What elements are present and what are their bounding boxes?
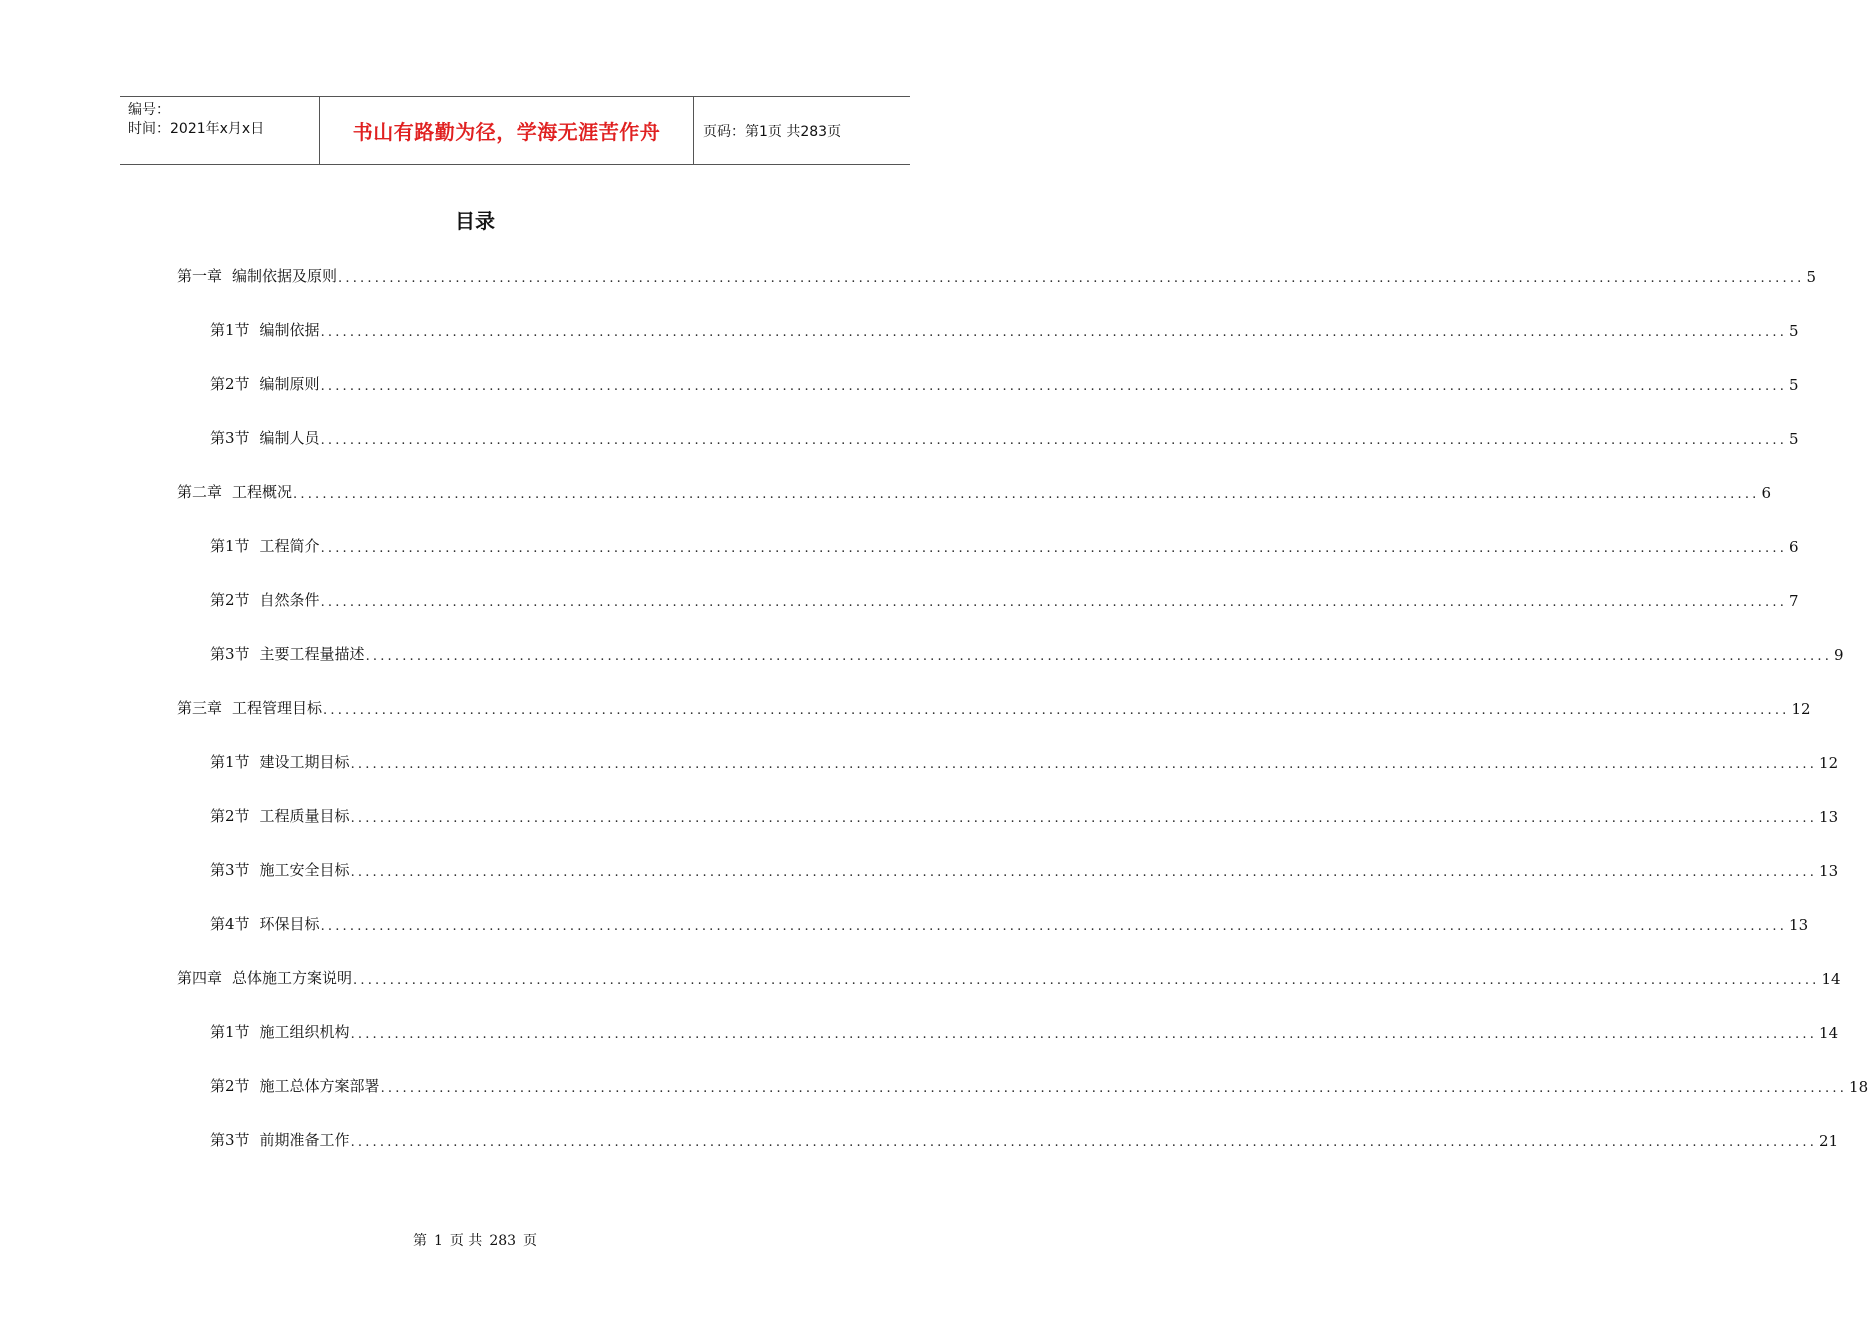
toc-entry-number: 第1节 [210, 1023, 250, 1041]
toc-leader-dots: ........................................................................................................................................................................................................ [320, 433, 1788, 448]
document-header [120, 96, 910, 165]
toc-entry-page: 12 [1819, 754, 1839, 772]
toc-entry-text: 环保目标 [259, 915, 320, 933]
toc-entry-number: 第一章 [177, 267, 223, 285]
header-motto-cell [320, 97, 694, 164]
toc-entry[interactable] [210, 1020, 1839, 1042]
toc-entry-number: 第三章 [177, 699, 223, 717]
toc-entry[interactable] [210, 588, 1799, 610]
toc-entry-label [177, 697, 322, 718]
toc-entry[interactable] [210, 750, 1839, 772]
toc-entry-label [210, 319, 320, 340]
toc-entry[interactable] [210, 858, 1839, 880]
toc-entry-text: 总体施工方案说明 [232, 969, 353, 987]
toc-entry[interactable] [210, 372, 1799, 394]
toc-entry-page: 7 [1789, 592, 1799, 610]
toc-entry-text: 工程概况 [232, 483, 293, 501]
toc-entry-label [210, 643, 365, 664]
toc-entry[interactable] [210, 1128, 1839, 1150]
toc-entry-label [210, 1021, 350, 1042]
toc-entry-label [210, 373, 320, 394]
footer-suffix: 页 [523, 1233, 538, 1249]
toc-entry-label [210, 535, 320, 556]
toc-entry-page: 13 [1819, 808, 1839, 826]
toc-entry-text: 建设工期目标 [259, 753, 350, 771]
toc-entry[interactable] [210, 642, 1844, 664]
toc-entry[interactable] [177, 966, 1841, 988]
toc-entry-page: 18 [1849, 1078, 1868, 1096]
toc-entry-label [210, 1129, 350, 1150]
toc-entry-number: 第4节 [210, 915, 250, 933]
toc-leader-dots: ........................................................................................................................................................................................................ [353, 973, 1820, 988]
toc-leader-dots: ........................................................................................................................................................................................................ [350, 811, 1818, 826]
footer-mid: 页 共 [449, 1233, 483, 1249]
toc-entry-text: 编制依据及原则 [232, 267, 338, 285]
toc-entry-text: 工程简介 [259, 537, 320, 555]
toc-entry-text: 工程质量目标 [259, 807, 350, 825]
toc-entry-label [210, 859, 350, 880]
toc-entry-number: 第3节 [210, 1131, 250, 1149]
toc-entry-label [210, 751, 350, 772]
toc-entry-number: 第2节 [210, 1077, 250, 1095]
toc-entry-page: 12 [1791, 700, 1811, 718]
toc-leader-dots: ........................................................................................................................................................................................................ [320, 595, 1788, 610]
toc-entry[interactable] [210, 1074, 1868, 1096]
toc-entry-page: 5 [1789, 376, 1799, 394]
toc-entry-number: 第3节 [210, 429, 250, 447]
header-motto: 书山有路勤为径，学海无涯苦作舟 [352, 120, 661, 144]
toc-entry-page: 9 [1834, 646, 1844, 664]
toc-entry-page: 5 [1789, 322, 1799, 340]
toc-entry-page: 13 [1819, 862, 1839, 880]
time-label: 时间：2021年x月x日 [128, 121, 265, 137]
toc-entry-label [177, 967, 352, 988]
serial-label: 编号： [128, 102, 170, 118]
toc-entry-number: 第1节 [210, 537, 250, 555]
toc-entry-label [177, 265, 337, 286]
toc-entry[interactable] [177, 264, 1817, 286]
toc-entry-page: 6 [1789, 538, 1799, 556]
toc-entry[interactable] [210, 534, 1799, 556]
toc-entry-label [210, 805, 350, 826]
toc-leader-dots: ........................................................................................................................................................................................................ [350, 865, 1818, 880]
toc-leader-dots: ........................................................................................................................................................................................................ [350, 1135, 1818, 1150]
header-meta [120, 97, 320, 164]
toc-entry-number: 第3节 [210, 861, 250, 879]
toc-entry-number: 第3节 [210, 645, 250, 663]
toc-entry-text: 前期准备工作 [259, 1131, 350, 1149]
toc-leader-dots: ........................................................................................................................................................................................................ [338, 271, 1805, 286]
toc-entry[interactable] [210, 426, 1799, 448]
toc-entry-label [210, 589, 320, 610]
toc-entry[interactable] [210, 804, 1839, 826]
toc-entry-label [210, 913, 320, 934]
toc-leader-dots: ........................................................................................................................................................................................................ [350, 757, 1818, 772]
toc-entry-label [210, 1075, 380, 1096]
toc-entry-text: 主要工程量描述 [259, 645, 365, 663]
toc-leader-dots: ........................................................................................................................................................................................................ [350, 1027, 1818, 1042]
header-page-info: 页码：第1页 共283页 [703, 123, 842, 140]
toc-entry-text: 编制人员 [259, 429, 320, 447]
toc-entry-text: 施工总体方案部署 [259, 1077, 380, 1095]
toc-entry[interactable] [177, 480, 1772, 502]
toc-entry-text: 编制依据 [259, 321, 320, 339]
toc-entry-number: 第二章 [177, 483, 223, 501]
toc-entry-label [177, 481, 292, 502]
toc-entry-text: 自然条件 [259, 591, 320, 609]
footer-prefix: 第 [412, 1233, 427, 1249]
toc-entry[interactable] [177, 696, 1811, 718]
toc-entry-number: 第2节 [210, 375, 250, 393]
toc-entry[interactable] [210, 912, 1809, 934]
toc-entry-number: 第1节 [210, 321, 250, 339]
toc-entry-number: 第1节 [210, 753, 250, 771]
toc-leader-dots: ........................................................................................................................................................................................................ [323, 703, 1790, 718]
toc-entry-page: 6 [1761, 484, 1772, 502]
toc-entry-text: 工程管理目标 [232, 699, 323, 717]
toc-entry-number: 第四章 [177, 969, 223, 987]
toc-entry-page: 5 [1806, 268, 1817, 286]
toc-title: 目录 [455, 209, 495, 233]
toc-entry-label [210, 427, 320, 448]
toc-entry-page: 14 [1819, 1024, 1839, 1042]
toc-leader-dots: ........................................................................................................................................................................................................ [293, 487, 1760, 502]
toc-entry-page: 13 [1789, 916, 1809, 934]
toc-leader-dots: ........................................................................................................................................................................................................ [320, 379, 1788, 394]
toc-leader-dots: ........................................................................................................................................................................................................ [365, 649, 1833, 664]
toc-leader-dots: ........................................................................................................................................................................................................ [320, 541, 1788, 556]
toc-entry-page: 5 [1789, 430, 1799, 448]
footer-total-pages: 283 [489, 1233, 517, 1249]
toc-entry-number: 第2节 [210, 807, 250, 825]
toc-entry-text: 施工组织机构 [259, 1023, 350, 1041]
toc-entry-page: 21 [1819, 1132, 1839, 1150]
toc-entry-number: 第2节 [210, 591, 250, 609]
toc-leader-dots: ........................................................................................................................................................................................................ [320, 919, 1788, 934]
footer-current-page: 1 [433, 1233, 443, 1249]
toc-entry[interactable] [210, 318, 1799, 340]
toc-entry-page: 14 [1821, 970, 1841, 988]
toc-leader-dots: ........................................................................................................................................................................................................ [320, 325, 1788, 340]
toc-leader-dots: ........................................................................................................................................................................................................ [380, 1081, 1848, 1096]
toc-entry-text: 编制原则 [259, 375, 320, 393]
toc-entry-text: 施工安全目标 [259, 861, 350, 879]
page-footer [0, 1230, 950, 1250]
